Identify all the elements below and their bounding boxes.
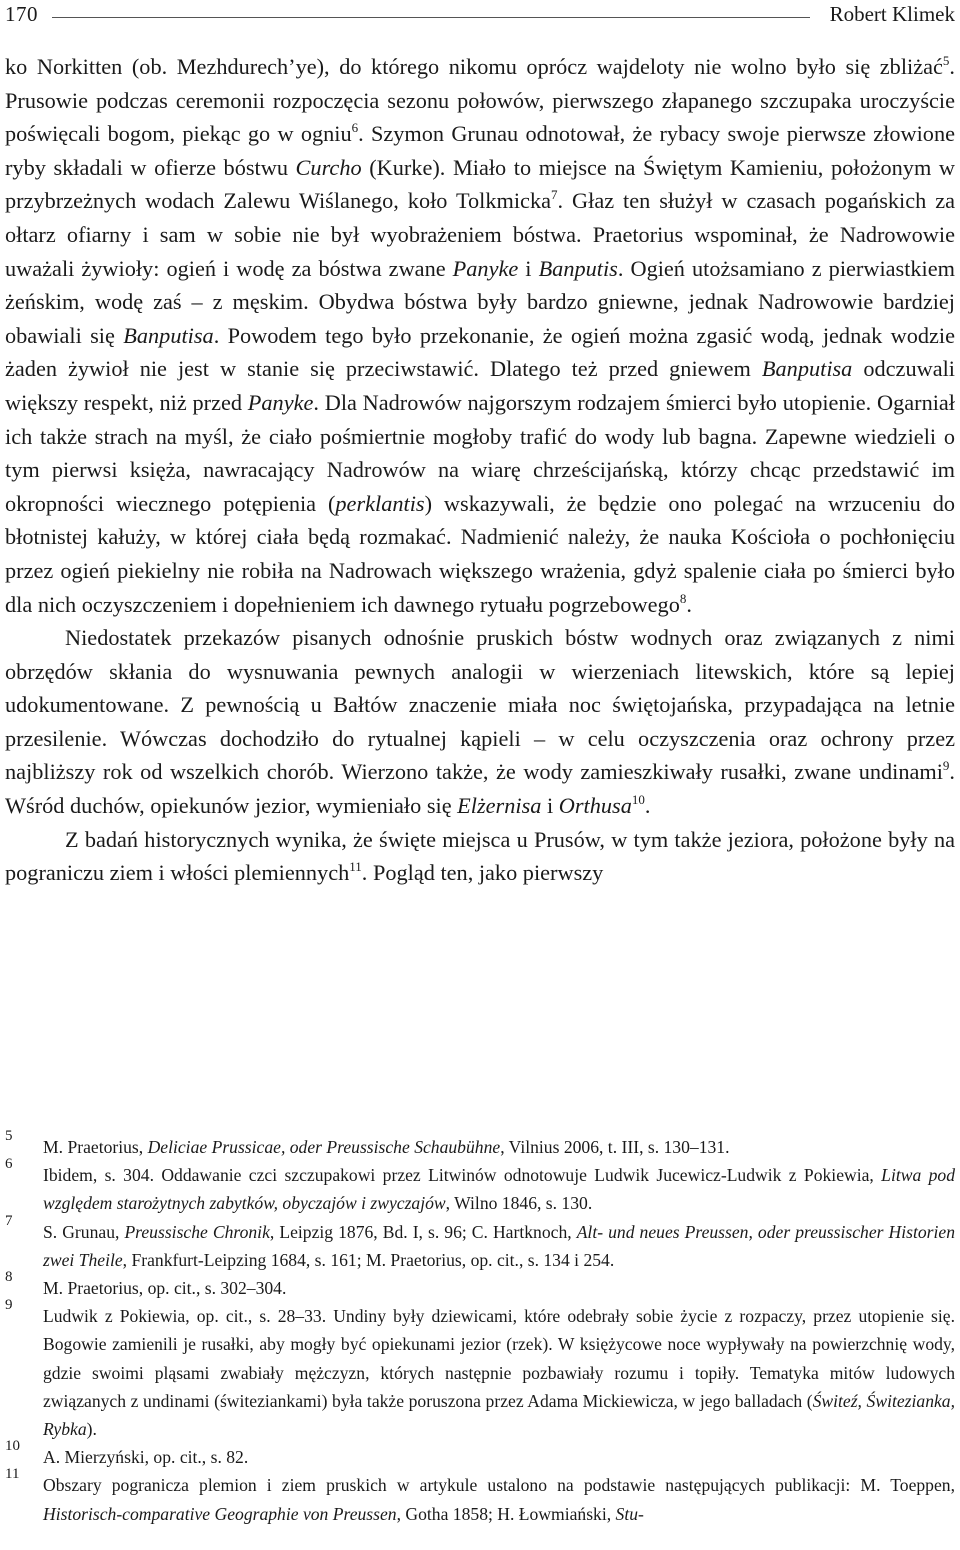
italic-text: Elżernisa bbox=[457, 793, 542, 819]
footnote-ref: 8 bbox=[679, 590, 687, 606]
italic-text: Świteź, Świtezianka, Rybka bbox=[43, 1390, 955, 1440]
text-run: M. Praetorius, bbox=[43, 1137, 148, 1157]
paragraph bbox=[5, 50, 955, 621]
footnote bbox=[5, 1128, 955, 1161]
text-run: odczuwali większy respekt, niż przed bbox=[5, 356, 955, 415]
footnote-ref: 10 bbox=[631, 792, 645, 808]
text-run: . bbox=[644, 793, 651, 819]
footnote-text bbox=[43, 1133, 955, 1161]
footnote-text bbox=[43, 1218, 955, 1274]
footnote-text bbox=[43, 1302, 955, 1443]
italic-text: Banputis bbox=[538, 255, 618, 281]
italic-text: Deliciae Prussicae, oder Preussische Schaubühne bbox=[147, 1137, 501, 1157]
text-run: Z badań historycznych wynika, że święte miejsca u Prusów, w tym także jeziora, położone były na pograniczu ziem i włości plemiennych bbox=[5, 826, 955, 886]
text-run: . Pogląd ten, jako pierwszy bbox=[361, 860, 604, 886]
footnote-ref: 9 bbox=[942, 758, 950, 774]
header-rule bbox=[52, 17, 810, 18]
italic-text: perklantis bbox=[335, 490, 425, 516]
text-run: Niedostatek przekazów pisanych odnośnie pruskich bóstw wodnych oraz związanych z nimi obrzędów skłania do wysnuwania pewnych analogii w wierzeniach litewskich, które są lepiej udokumentowane. Z pewnością u Bałtów znaczenie miała noc świętojańska, przypadająca na letnie przesilenie. Wówczas dochodziło do rytualnej kąpieli – w celu oczyszczenia oraz ochrony przez najbliższy rok od wszelkich chorób. Wierzono także, że wody zamieszkiwały rusałki, zwane undinami bbox=[5, 625, 955, 785]
italic-text: Historisch-comparative Geographie von Preussen bbox=[43, 1503, 397, 1524]
text-run: M. Praetorius, op. cit., s. 302–304. bbox=[43, 1278, 287, 1299]
text-run: . Ogień utożsamiano z pierwiastkiem żeńskim, wodę zaś – z męskim. Obydwa bóstwa były bardzo gniewne, jednak Nadrowowie bardziej obawiali się bbox=[5, 255, 955, 348]
footnote-number: 9 bbox=[5, 1297, 13, 1314]
footnote-number: 6 bbox=[5, 1156, 13, 1173]
text-run: . Głaz ten służył w czasach pogańskich za ołtarz ofiarny i sam w sobie nie był wyobrażeniem bóstwa. Praetorius wspominał, że Nadrowowie uważali żywioły: ogień i wodę za bóstwa zwane bbox=[5, 188, 955, 281]
footnote-number: 11 bbox=[5, 1466, 20, 1483]
text-run: . Dla Nadrowów najgorszym rodzajem śmierci było utopienie. Ogarniał ich także strach na myśl, że ciało pośmiertnie mogłoby trafić do wody lub bagna. Zapewne wiedzieli o tym pierwsi księża, nawracający Nadrowów na wiarę chrześcijańską, którzy chcąc przedstawić im okropności wiecznego potępienia ( bbox=[5, 389, 956, 516]
text-run: S. Grunau, bbox=[43, 1221, 125, 1242]
footnote-text bbox=[43, 1443, 955, 1471]
text-run: ) wskazywali, że będzie ono polegać na wrzuceniu do błotnistej kałuży, w której ciała będą rozmakać. Nadmienić należy, że nauka Kościoła o pochłonięciu przez ogień piekielny nie robiła na Nadrowach większego wrażenia, gdyż spalenie ciała po śmierci było dla nich oczyszczeniem i dopełnieniem ich dawnego rytuału pogrzebowego bbox=[5, 490, 955, 617]
footnote-text bbox=[43, 1161, 955, 1217]
footnote bbox=[5, 1269, 955, 1302]
text-run: Obszary pogranicza plemion i ziem pruskich w artykule ustalono na podstawie następujących publikacji: M. Toeppen, bbox=[43, 1475, 955, 1496]
italic-text: Orthusa bbox=[558, 793, 632, 819]
footnote bbox=[5, 1466, 955, 1527]
page-header bbox=[0, 0, 960, 36]
footnote-ref: 11 bbox=[349, 859, 362, 875]
footnote-number: 7 bbox=[5, 1212, 13, 1229]
footnote-number: 8 bbox=[5, 1269, 13, 1286]
page-number: 170 bbox=[5, 2, 38, 26]
text-run: . bbox=[686, 591, 692, 617]
footnote-number: 10 bbox=[5, 1438, 20, 1455]
footnote bbox=[5, 1212, 956, 1274]
footnote-ref: 5 bbox=[942, 53, 950, 68]
text-run: . Szymon Grunau odnotował, że rybacy swoje pierwsze złowione ryby składali w ofierze bóstwu bbox=[5, 121, 955, 180]
text-run: . Powodem tego było przekonanie, że ogień można zgasić wodą, jednak wodzie żaden żywioł nie jest w stanie się przeciwstawić. Dlatego też przed gniewem bbox=[5, 322, 955, 382]
main-text bbox=[5, 50, 955, 890]
paragraph bbox=[5, 621, 955, 823]
italic-text: Panyke bbox=[247, 389, 314, 415]
text-run: i bbox=[518, 255, 539, 281]
text-run: ). bbox=[86, 1419, 97, 1440]
text-run: i bbox=[541, 793, 559, 819]
footnote-ref: 7 bbox=[551, 187, 558, 203]
text-run: A. Mierzyński, op. cit., s. 82. bbox=[43, 1447, 249, 1468]
text-run: Ludwik z Pokiewia, op. cit., s. 28–33. Undiny były dziewicami, które odebrały sobie życie z rozpaczy, przez utopienie się. Bogowie zamienili je rusałki, aby mogły być opiekunami jezior (rzek). W księżycowe noce wypływały na powierzchnię wody, gdzie swoimi pląsami zwabiały mężczyzn, których następnie pozbawiały rozumu i topiły. Tematyka mitów ludowych związanych z undinami (świteziankami) była także poruszona przez Adama Mickiewicza, w jego balladach ( bbox=[43, 1306, 955, 1411]
footnote-text bbox=[43, 1471, 955, 1527]
italic-text: Preussische Chronik bbox=[124, 1221, 270, 1242]
text-run: , Gotha 1858; H. Łowmiański, bbox=[396, 1503, 616, 1524]
footnote-ref: 6 bbox=[351, 120, 359, 136]
italic-text: Curcho bbox=[295, 154, 362, 180]
footnote bbox=[5, 1438, 955, 1471]
footnote bbox=[5, 1156, 955, 1217]
text-run: (Kurke). Miało to miejsce na Świętym Kamieniu, położonym w przybrzeżnych wodach Zalewu Wiślanego, koło Tolkmicka bbox=[5, 154, 955, 214]
text-run: . Prusowie podczas ceremonii rozpoczęcia sezonu połowów, pierwszego złapanego szczupaka uroczyście poświęcali bogom, piekąc go w ogniu bbox=[5, 54, 955, 147]
text-run: . Wśród duchów, opiekunów jezior, wymieniało się bbox=[5, 759, 955, 819]
text-run: ko Norkitten (ob. Mezhdurech’ye), do którego nikomu oprócz wajdeloty nie wolno było się zbliżać bbox=[5, 54, 943, 79]
paragraph bbox=[5, 823, 955, 890]
text-run: , Leipzig 1876, Bd. I, s. 96; C. Hartknoch, bbox=[269, 1221, 577, 1242]
italic-text: Litwa pod względem starożytnych zabytków, obyczajów i zwyczajów bbox=[43, 1165, 955, 1214]
footnotes bbox=[5, 1128, 956, 1528]
italic-text: Stu- bbox=[615, 1503, 644, 1524]
footnote bbox=[5, 1297, 955, 1443]
text-run: , Frankfurt-Leipzing 1684, s. 161; M. Praetorius, op. cit., s. 134 i 254. bbox=[122, 1249, 615, 1270]
text-run: , Vilnius 2006, t. III, s. 130–131. bbox=[500, 1137, 730, 1157]
footnote-text bbox=[43, 1274, 955, 1302]
italic-text: Panyke bbox=[452, 255, 519, 281]
italic-text: Alt- und neues Preussen, oder preussischer Historien zwei Theile bbox=[43, 1221, 956, 1270]
running-head-author: Robert Klimek bbox=[829, 2, 955, 26]
text-run: , Wilno 1846, s. 130. bbox=[445, 1193, 593, 1214]
italic-text: Banputisa bbox=[761, 356, 853, 382]
italic-text: Banputisa bbox=[123, 322, 214, 348]
text-run: Ibidem, s. 304. Oddawanie czci szczupakowi przez Litwinów odnotowuje Ludwik Jucewicz-Ludwik z Pokiewia, bbox=[43, 1165, 882, 1186]
footnote-number: 5 bbox=[5, 1128, 13, 1144]
